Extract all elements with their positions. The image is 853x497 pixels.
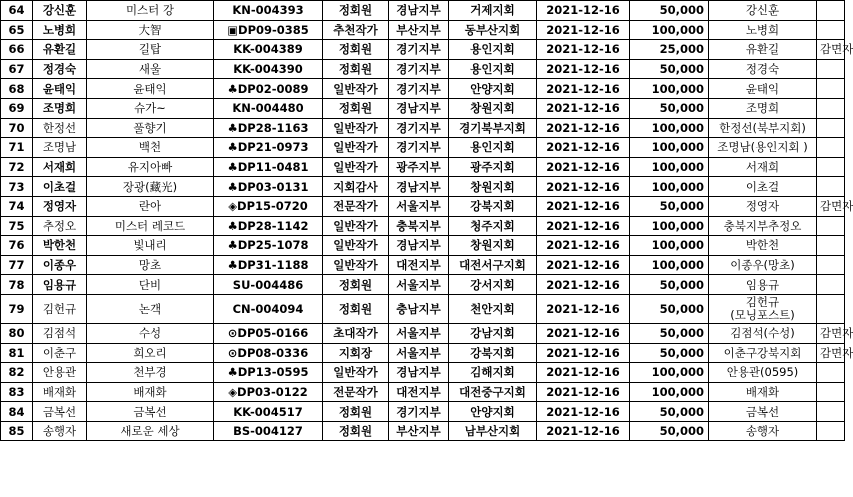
member-name-cell: 임용규	[33, 275, 87, 295]
table-row	[1, 40, 845, 60]
pen-name-cell: 단비	[87, 275, 214, 295]
payment-date-cell: 2021-12-16	[537, 59, 630, 79]
pen-name-cell: 슈가~	[87, 98, 214, 118]
amount-cell: 25,000	[630, 40, 709, 60]
chapter-cell: 거제지회	[449, 1, 537, 21]
member-grade-cell: 정회원	[323, 59, 389, 79]
row-number-cell: 75	[1, 216, 33, 236]
member-code-cell: ♣DP28-1142	[214, 216, 323, 236]
branch-cell: 서울지부	[389, 323, 449, 343]
table-row	[1, 157, 845, 177]
member-code-cell: ♣DP03-0131	[214, 177, 323, 197]
pen-name-cell: 백천	[87, 138, 214, 158]
member-grade-cell: 전문작가	[323, 196, 389, 216]
payer-name-cell: 배재화	[709, 382, 817, 402]
member-grade-cell: 정회원	[323, 294, 389, 323]
chapter-cell: 대전서구지회	[449, 255, 537, 275]
pen-name-cell: 논객	[87, 294, 214, 323]
payment-date-cell: 2021-12-16	[537, 196, 630, 216]
note-cell	[817, 382, 845, 402]
chapter-cell: 강북지회	[449, 196, 537, 216]
note-cell	[817, 294, 845, 323]
chapter-cell: 안양지회	[449, 79, 537, 99]
payer-name-cell: 금복선	[709, 402, 817, 422]
amount-cell: 100,000	[630, 20, 709, 40]
row-number-cell: 69	[1, 98, 33, 118]
payment-date-cell: 2021-12-16	[537, 402, 630, 422]
member-code-cell: KK-004389	[214, 40, 323, 60]
note-cell	[817, 20, 845, 40]
note-cell	[817, 421, 845, 441]
chapter-cell: 청주지회	[449, 216, 537, 236]
payment-date-cell: 2021-12-16	[537, 118, 630, 138]
branch-cell: 부산지부	[389, 421, 449, 441]
payment-date-cell: 2021-12-16	[537, 79, 630, 99]
chapter-cell: 용인지회	[449, 59, 537, 79]
member-name-cell: 송행자	[33, 421, 87, 441]
note-cell: 감면자	[817, 323, 845, 343]
pen-name-cell: 새로운 세상	[87, 421, 214, 441]
branch-cell: 경남지부	[389, 236, 449, 256]
amount-cell: 50,000	[630, 294, 709, 323]
payer-name-cell: 정경숙	[709, 59, 817, 79]
row-number-cell: 81	[1, 343, 33, 363]
table-row	[1, 20, 845, 40]
member-grade-cell: 일반작가	[323, 255, 389, 275]
table-row	[1, 294, 845, 323]
row-number-cell: 84	[1, 402, 33, 422]
amount-cell: 100,000	[630, 177, 709, 197]
payer-name-cell: 송행자	[709, 421, 817, 441]
payment-date-cell: 2021-12-16	[537, 255, 630, 275]
payment-date-cell: 2021-12-16	[537, 236, 630, 256]
table-row	[1, 343, 845, 363]
note-cell: 감면자	[817, 343, 845, 363]
table-row	[1, 196, 845, 216]
row-number-cell: 66	[1, 40, 33, 60]
member-grade-cell: 추천작가	[323, 20, 389, 40]
member-name-cell: 금복선	[33, 402, 87, 422]
member-name-cell: 조명남	[33, 138, 87, 158]
amount-cell: 100,000	[630, 363, 709, 383]
member-code-cell: KK-004390	[214, 59, 323, 79]
payment-date-cell: 2021-12-16	[537, 157, 630, 177]
member-grade-cell: 정회원	[323, 421, 389, 441]
member-code-cell: ⊙DP05-0166	[214, 323, 323, 343]
table-row	[1, 79, 845, 99]
member-code-cell: ◈DP15-0720	[214, 196, 323, 216]
row-number-cell: 64	[1, 1, 33, 21]
branch-cell: 경남지부	[389, 363, 449, 383]
branch-cell: 경기지부	[389, 402, 449, 422]
chapter-cell: 강북지회	[449, 343, 537, 363]
member-name-cell: 안용관	[33, 363, 87, 383]
note-cell	[817, 138, 845, 158]
branch-cell: 서울지부	[389, 275, 449, 295]
member-name-cell: 서재희	[33, 157, 87, 177]
branch-cell: 경기지부	[389, 79, 449, 99]
row-number-cell: 85	[1, 421, 33, 441]
member-grade-cell: 일반작가	[323, 236, 389, 256]
payer-name-cell: 조명남(용인지회 )	[709, 138, 817, 158]
table-row	[1, 421, 845, 441]
member-name-cell: 유환길	[33, 40, 87, 60]
payer-name-cell: 안용관(0595)	[709, 363, 817, 383]
row-number-cell: 76	[1, 236, 33, 256]
row-number-cell: 74	[1, 196, 33, 216]
row-number-cell: 82	[1, 363, 33, 383]
pen-name-cell: 장광(藏光)	[87, 177, 214, 197]
branch-cell: 서울지부	[389, 196, 449, 216]
member-grade-cell: 일반작가	[323, 138, 389, 158]
pen-name-cell: 풀향기	[87, 118, 214, 138]
branch-cell: 경남지부	[389, 98, 449, 118]
member-code-cell: ♣DP28-1163	[214, 118, 323, 138]
amount-cell: 100,000	[630, 79, 709, 99]
row-number-cell: 70	[1, 118, 33, 138]
note-cell	[817, 79, 845, 99]
pen-name-cell: 大智	[87, 20, 214, 40]
amount-cell: 100,000	[630, 236, 709, 256]
chapter-cell: 강남지회	[449, 323, 537, 343]
table-row	[1, 118, 845, 138]
member-name-cell: 정영자	[33, 196, 87, 216]
note-cell	[817, 59, 845, 79]
member-name-cell: 배재화	[33, 382, 87, 402]
chapter-cell: 강서지회	[449, 275, 537, 295]
pen-name-cell: 빛내리	[87, 236, 214, 256]
payment-date-cell: 2021-12-16	[537, 363, 630, 383]
chapter-cell: 천안지회	[449, 294, 537, 323]
amount-cell: 100,000	[630, 216, 709, 236]
chapter-cell: 안양지회	[449, 402, 537, 422]
member-code-cell: ♣DP25-1078	[214, 236, 323, 256]
amount-cell: 50,000	[630, 343, 709, 363]
chapter-cell: 광주지회	[449, 157, 537, 177]
table-row	[1, 363, 845, 383]
amount-cell: 50,000	[630, 59, 709, 79]
amount-cell: 100,000	[630, 118, 709, 138]
payment-date-cell: 2021-12-16	[537, 20, 630, 40]
member-name-cell: 김점석	[33, 323, 87, 343]
member-code-cell: ♣DP11-0481	[214, 157, 323, 177]
payment-date-cell: 2021-12-16	[537, 275, 630, 295]
chapter-cell: 창원지회	[449, 98, 537, 118]
amount-cell: 50,000	[630, 402, 709, 422]
payer-name-cell: 조명희	[709, 98, 817, 118]
member-grade-cell: 일반작가	[323, 157, 389, 177]
member-code-cell: CN-004094	[214, 294, 323, 323]
member-grade-cell: 지회장	[323, 343, 389, 363]
amount-cell: 50,000	[630, 98, 709, 118]
member-code-cell: ♣DP31-1188	[214, 255, 323, 275]
branch-cell: 대전지부	[389, 382, 449, 402]
member-name-cell: 윤태익	[33, 79, 87, 99]
payment-date-cell: 2021-12-16	[537, 216, 630, 236]
branch-cell: 경기지부	[389, 59, 449, 79]
member-code-cell: ⊙DP08-0336	[214, 343, 323, 363]
pen-name-cell: 새울	[87, 59, 214, 79]
pen-name-cell: 희오리	[87, 343, 214, 363]
member-code-cell: KN-004480	[214, 98, 323, 118]
row-number-cell: 80	[1, 323, 33, 343]
row-number-cell: 67	[1, 59, 33, 79]
row-number-cell: 73	[1, 177, 33, 197]
payment-date-cell: 2021-12-16	[537, 294, 630, 323]
note-cell	[817, 216, 845, 236]
member-name-cell: 조명희	[33, 98, 87, 118]
member-code-cell: SU-004486	[214, 275, 323, 295]
table-row	[1, 255, 845, 275]
amount-cell: 50,000	[630, 196, 709, 216]
payer-name-cell: 정영자	[709, 196, 817, 216]
table-row	[1, 177, 845, 197]
member-grade-cell: 일반작가	[323, 216, 389, 236]
payer-name-cell: 김헌규 (모닝포스트)	[709, 294, 817, 323]
note-cell: 감면자	[817, 196, 845, 216]
branch-cell: 경남지부	[389, 1, 449, 21]
payer-name-cell: 서재희	[709, 157, 817, 177]
payer-name-cell: 한정선(북부지회)	[709, 118, 817, 138]
payer-name-cell: 박한천	[709, 236, 817, 256]
row-number-cell: 68	[1, 79, 33, 99]
member-grade-cell: 초대작가	[323, 323, 389, 343]
chapter-cell: 김해지회	[449, 363, 537, 383]
row-number-cell: 71	[1, 138, 33, 158]
note-cell	[817, 1, 845, 21]
table-body	[1, 1, 853, 441]
note-cell	[817, 275, 845, 295]
member-grade-cell: 정회원	[323, 1, 389, 21]
payer-name-cell: 충북지부추정오	[709, 216, 817, 236]
table-row	[1, 1, 845, 21]
member-code-cell: BS-004127	[214, 421, 323, 441]
payer-name-cell: 김점석(수성)	[709, 323, 817, 343]
member-code-cell: ▣DP09-0385	[214, 20, 323, 40]
chapter-cell: 대전중구지회	[449, 382, 537, 402]
note-cell	[817, 118, 845, 138]
pen-name-cell: 윤태익	[87, 79, 214, 99]
note-cell	[817, 157, 845, 177]
branch-cell: 경기지부	[389, 138, 449, 158]
table-row	[1, 323, 845, 343]
pen-name-cell: 미스터 레코드	[87, 216, 214, 236]
amount-cell: 100,000	[630, 157, 709, 177]
member-name-cell: 김헌규	[33, 294, 87, 323]
pen-name-cell: 미스터 강	[87, 1, 214, 21]
amount-cell: 50,000	[630, 323, 709, 343]
table-row	[1, 275, 845, 295]
table-row	[1, 216, 845, 236]
payer-name-cell: 유환길	[709, 40, 817, 60]
note-cell: 감면자	[817, 40, 845, 60]
payment-date-cell: 2021-12-16	[537, 421, 630, 441]
branch-cell: 충북지부	[389, 216, 449, 236]
pen-name-cell: 금복선	[87, 402, 214, 422]
amount-cell: 50,000	[630, 1, 709, 21]
note-cell	[817, 363, 845, 383]
chapter-cell: 용인지회	[449, 40, 537, 60]
payment-date-cell: 2021-12-16	[537, 323, 630, 343]
pen-name-cell: 배재화	[87, 382, 214, 402]
chapter-cell: 용인지회	[449, 138, 537, 158]
row-number-cell: 79	[1, 294, 33, 323]
branch-cell: 경기지부	[389, 118, 449, 138]
chapter-cell: 창원지회	[449, 236, 537, 256]
note-cell	[817, 402, 845, 422]
payer-name-cell: 임용규	[709, 275, 817, 295]
row-number-cell: 72	[1, 157, 33, 177]
chapter-cell: 창원지회	[449, 177, 537, 197]
chapter-cell: 남부산지회	[449, 421, 537, 441]
member-name-cell: 강신훈	[33, 1, 87, 21]
row-number-cell: 65	[1, 20, 33, 40]
payer-name-cell: 노병희	[709, 20, 817, 40]
member-code-cell: ♣DP21-0973	[214, 138, 323, 158]
member-grade-cell: 정회원	[323, 98, 389, 118]
member-grade-cell: 일반작가	[323, 118, 389, 138]
member-code-cell: ◈DP03-0122	[214, 382, 323, 402]
payer-name-cell: 강신훈	[709, 1, 817, 21]
amount-cell: 50,000	[630, 275, 709, 295]
payment-date-cell: 2021-12-16	[537, 343, 630, 363]
amount-cell: 100,000	[630, 255, 709, 275]
note-cell	[817, 255, 845, 275]
member-code-cell: KK-004517	[214, 402, 323, 422]
member-name-cell: 노병희	[33, 20, 87, 40]
member-name-cell: 추정오	[33, 216, 87, 236]
row-number-cell: 83	[1, 382, 33, 402]
member-grade-cell: 일반작가	[323, 363, 389, 383]
table-row	[1, 59, 845, 79]
member-grade-cell: 정회원	[323, 275, 389, 295]
member-grade-cell: 정회원	[323, 40, 389, 60]
payer-name-cell: 이초걸	[709, 177, 817, 197]
table-row	[1, 236, 845, 256]
payer-name-cell: 이춘구강북지회	[709, 343, 817, 363]
payer-name-cell: 이종우(망초)	[709, 255, 817, 275]
branch-cell: 경남지부	[389, 177, 449, 197]
note-cell	[817, 177, 845, 197]
pen-name-cell: 길탑	[87, 40, 214, 60]
branch-cell: 광주지부	[389, 157, 449, 177]
pen-name-cell: 천부경	[87, 363, 214, 383]
note-cell	[817, 98, 845, 118]
payment-date-cell: 2021-12-16	[537, 1, 630, 21]
pen-name-cell: 수성	[87, 323, 214, 343]
member-name-cell: 이종우	[33, 255, 87, 275]
branch-cell: 충남지부	[389, 294, 449, 323]
amount-cell: 50,000	[630, 421, 709, 441]
note-cell	[817, 236, 845, 256]
branch-cell: 대전지부	[389, 255, 449, 275]
pen-name-cell: 란아	[87, 196, 214, 216]
member-grade-cell: 일반작가	[323, 79, 389, 99]
payment-date-cell: 2021-12-16	[537, 98, 630, 118]
payment-date-cell: 2021-12-16	[537, 138, 630, 158]
member-name-cell: 한정선	[33, 118, 87, 138]
payment-date-cell: 2021-12-16	[537, 382, 630, 402]
table-row	[1, 98, 845, 118]
amount-cell: 100,000	[630, 382, 709, 402]
member-name-cell: 박한천	[33, 236, 87, 256]
branch-cell: 경기지부	[389, 40, 449, 60]
payer-name-cell: 윤태익	[709, 79, 817, 99]
chapter-cell: 동부산지회	[449, 20, 537, 40]
pen-name-cell: 망초	[87, 255, 214, 275]
branch-cell: 부산지부	[389, 20, 449, 40]
member-grade-cell: 정회원	[323, 402, 389, 422]
branch-cell: 서울지부	[389, 343, 449, 363]
row-number-cell: 78	[1, 275, 33, 295]
payment-date-cell: 2021-12-16	[537, 40, 630, 60]
row-number-cell: 77	[1, 255, 33, 275]
table-row	[1, 402, 845, 422]
member-grade-cell: 지회감사	[323, 177, 389, 197]
member-code-cell: ♣DP02-0089	[214, 79, 323, 99]
member-name-cell: 정경숙	[33, 59, 87, 79]
amount-cell: 100,000	[630, 138, 709, 158]
member-code-cell: ♣DP13-0595	[214, 363, 323, 383]
chapter-cell: 경기북부지회	[449, 118, 537, 138]
pen-name-cell: 유지아빠	[87, 157, 214, 177]
table-row	[1, 382, 845, 402]
table-row	[1, 138, 845, 158]
payment-date-cell: 2021-12-16	[537, 177, 630, 197]
member-code-cell: KN-004393	[214, 1, 323, 21]
member-name-cell: 이춘구	[33, 343, 87, 363]
member-grade-cell: 전문작가	[323, 382, 389, 402]
member-name-cell: 이초걸	[33, 177, 87, 197]
